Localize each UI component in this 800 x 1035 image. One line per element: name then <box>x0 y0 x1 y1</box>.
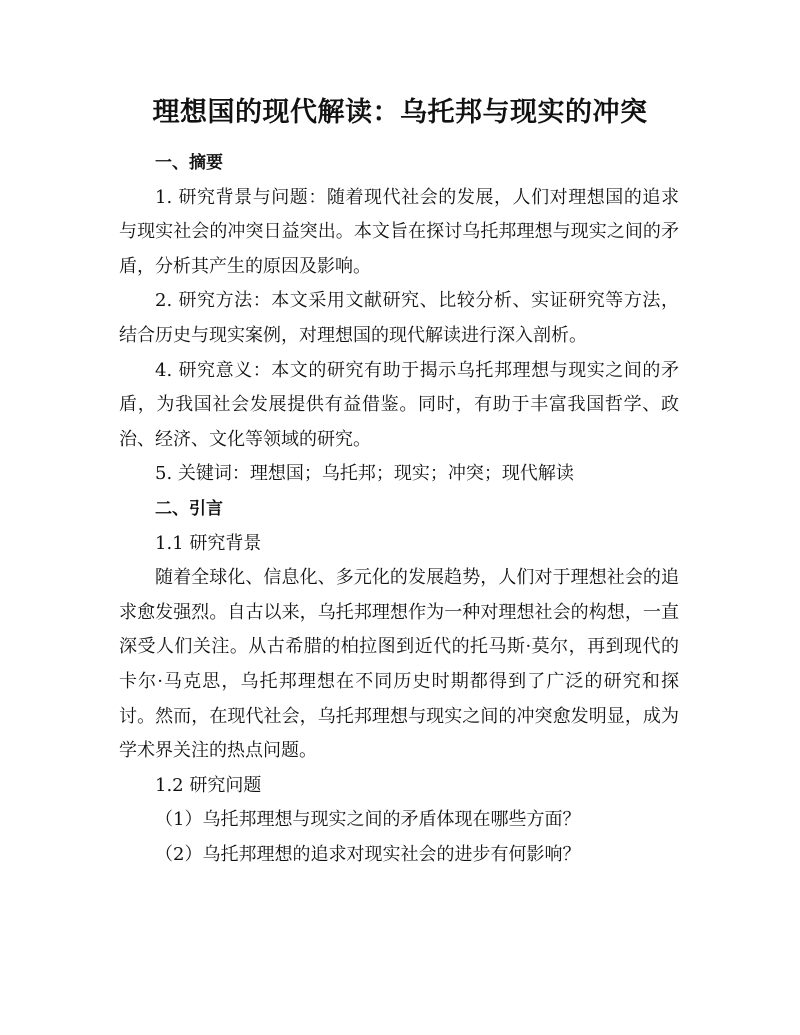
section-heading-intro: 二、引言 <box>155 498 223 519</box>
research-question-1: （1）乌托邦理想与现实之间的矛盾体现在哪些方面？ <box>155 809 581 831</box>
abstract-item-methods: 2. 研究方法：本文采用文献研究、比较分析、实证研究等方法，结合历史与现实案例，对理想国的现代解读进行深入剖析。 <box>119 290 679 346</box>
background-paragraph: 随着全球化、信息化、多元化的发展趋势，人们对于理想社会的追求愈发强烈。自古以来，乌托邦理想作为一种对理想社会的构想，一直深受人们关注。从古希腊的柏拉图到近代的托马斯·莫尔，再到现代的卡尔·马克思，乌托邦理想在不同历史时期都得到了广泛的研究和探讨。然而，在现代社会，乌托邦理想与现实之间的冲突愈发明显，成为学术界关注的热点问题。 <box>119 567 679 762</box>
section-heading-abstract: 一、摘要 <box>155 153 223 173</box>
subsection-heading-background: 1.1 研究背景 <box>155 532 262 554</box>
abstract-item-significance: 4. 研究意义：本文的研究有助于揭示乌托邦理想与现实之间的矛盾，为我国社会发展提供有益借鉴。同时，有助于丰富我国哲学、政治、经济、文化等领域的研究。 <box>119 359 679 450</box>
document-body <box>119 146 679 872</box>
research-question-2: （2）乌托邦理想的追求对现实社会的进步有何影响？ <box>155 843 581 865</box>
abstract-item-keywords: 5. 关键词：理想国；乌托邦；现实；冲突；现代解读 <box>155 463 574 485</box>
document-title: 理想国的现代解读：乌托邦与现实的冲突 <box>152 97 648 128</box>
subsection-heading-questions: 1.2 研究问题 <box>155 774 262 796</box>
abstract-item-background: 1. 研究背景与问题：随着现代社会的发展，人们对理想国的追求与现实社会的冲突日益突出。本文旨在探讨乌托邦理想与现实之间的矛盾，分析其产生的原因及影响。 <box>119 186 679 277</box>
